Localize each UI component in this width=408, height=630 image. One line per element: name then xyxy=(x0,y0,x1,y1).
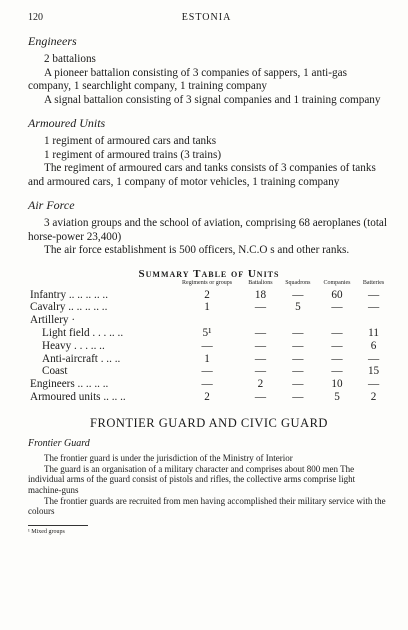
row-label-text: Armoured units xyxy=(30,391,101,404)
table-cell: — xyxy=(331,365,343,378)
row-label xyxy=(28,391,172,404)
table-cell: — xyxy=(201,378,213,391)
table-cell: 2 xyxy=(204,288,210,301)
row-label xyxy=(28,353,172,366)
table-cell: — xyxy=(254,327,267,340)
table-cell: — xyxy=(254,365,267,378)
engineers-signal-para: A signal battalion consisting of 3 signal companies and 1 training company xyxy=(44,93,381,106)
table-cell: — xyxy=(292,339,304,352)
table-row xyxy=(28,314,390,327)
row-label xyxy=(28,340,172,353)
page-header xyxy=(28,12,390,23)
air-force-para-1: 3 aviation groups and the school of aviation, comprising 68 aeroplanes (total horse-power 23,400) xyxy=(28,217,387,243)
column-header: Squadrons xyxy=(285,279,311,286)
row-leader-dots: .. .. .. .. .. xyxy=(66,288,108,301)
table-cell: — xyxy=(254,352,267,365)
table-cell: 5 xyxy=(334,391,340,404)
table-cell: — xyxy=(292,327,304,340)
armoured-line-1: 1 regiment of armoured cars and tanks xyxy=(44,135,217,148)
table-cell xyxy=(317,314,357,327)
row-label xyxy=(28,327,172,340)
row-label-header xyxy=(28,280,172,289)
row-label-text: Cavalry xyxy=(30,301,66,314)
row-label-text: Coast xyxy=(42,365,68,378)
table-cell: 6 xyxy=(370,339,377,352)
table-cell: 60 xyxy=(331,288,343,301)
table-cell: — xyxy=(331,327,343,340)
table-cell xyxy=(279,314,317,327)
table-cell: — xyxy=(367,301,380,314)
table-cell: 1 xyxy=(204,301,210,314)
table-cell: — xyxy=(367,288,380,301)
table-row xyxy=(28,301,390,314)
table-cell: — xyxy=(367,378,380,391)
row-leader-dots: . . . .. .. xyxy=(89,327,124,340)
table-row xyxy=(28,327,390,340)
column-header: Companies xyxy=(323,279,351,286)
armoured-para: The regiment of armoured cars and tanks consists of 3 companies of tanks and armoured cars, 1 company of motor vehicles, 1 training company xyxy=(28,162,376,188)
armoured-heading: Armoured Units xyxy=(28,116,106,131)
table-row xyxy=(28,289,390,302)
row-label xyxy=(28,365,172,378)
footnote: ¹ Mixed groups xyxy=(28,528,65,535)
frontier-para-2: The guard is an organisation of a military character and comprises about 800 men The individual arms of the guard consist of pistols and rifles, the collective arms comprise light machine-guns xyxy=(28,463,356,496)
column-header: Batteries xyxy=(362,279,385,286)
table-row xyxy=(28,391,390,404)
table-cell xyxy=(242,314,279,327)
running-title: ESTONIA xyxy=(181,12,232,23)
row-label xyxy=(28,314,172,327)
row-leader-dots: .. .. .. xyxy=(100,391,126,404)
table-cell: — xyxy=(201,365,213,378)
row-leader-dots: .. .. .. .. .. xyxy=(65,301,108,314)
row-leader-dots: · xyxy=(68,314,76,327)
table-cell: 5¹ xyxy=(202,327,212,340)
row-label-text: Infantry xyxy=(30,288,67,301)
air-force-section xyxy=(28,199,390,258)
table-cell: — xyxy=(331,352,343,365)
row-label-text: Engineers xyxy=(30,378,75,391)
table-cell: — xyxy=(331,339,343,352)
summary-table-body xyxy=(28,289,390,404)
table-cell: — xyxy=(367,352,380,365)
table-cell: 10 xyxy=(331,378,343,391)
table-cell: 2 xyxy=(370,391,377,404)
row-label-text: Heavy xyxy=(42,339,72,352)
page-number: 120 xyxy=(28,12,43,23)
table-cell: — xyxy=(292,365,304,378)
row-label xyxy=(28,378,172,391)
row-label-text: Artillery xyxy=(30,314,69,327)
table-cell: 5 xyxy=(295,301,301,314)
table-cell: — xyxy=(292,378,304,391)
table-row xyxy=(28,340,390,353)
table-cell: — xyxy=(254,301,267,314)
frontier-para-3: The frontier guards are recruited from men having accomplished their military service with the colours xyxy=(28,495,386,517)
table-cell xyxy=(357,314,390,327)
engineers-section xyxy=(28,35,390,107)
table-cell: 1 xyxy=(204,352,210,365)
summary-table xyxy=(28,280,390,404)
frontier-main-heading: FRONTIER GUARD AND CIVIC GUARD xyxy=(90,415,328,430)
table-cell: — xyxy=(292,288,304,301)
table-cell: 2 xyxy=(204,391,210,404)
engineers-heading: Engineers xyxy=(28,34,77,48)
table-cell: — xyxy=(254,339,267,352)
air-force-para-2: The air force establishment is 500 officers, N.C.O s and other ranks. xyxy=(44,244,350,257)
column-header: Regiments or groups xyxy=(182,279,233,286)
frontier-sub-heading: Frontier Guard xyxy=(28,437,90,449)
footnote-rule xyxy=(28,525,88,526)
table-cell: 15 xyxy=(367,365,380,378)
table-cell: — xyxy=(292,391,304,404)
table-cell: 18 xyxy=(254,288,267,301)
row-leader-dots: .. .. .. .. xyxy=(74,378,109,391)
table-cell xyxy=(172,314,242,327)
table-cell: — xyxy=(331,301,343,314)
engineers-battalions: 2 battalions xyxy=(44,53,96,66)
table-cell: — xyxy=(254,391,267,404)
air-force-heading: Air Force xyxy=(28,198,75,213)
row-label xyxy=(28,289,172,302)
table-row xyxy=(28,378,390,391)
row-leader-dots: . .. .. xyxy=(97,352,121,365)
summary-table-title: Summary Table of Units xyxy=(138,267,280,280)
table-cell: 2 xyxy=(257,378,264,391)
armoured-line-2: 1 regiment of armoured trains (3 trains) xyxy=(44,148,222,161)
frontier-para-1: The frontier guard is under the jurisdiction of the Ministry of Interior xyxy=(44,453,293,464)
column-header: Battalions xyxy=(248,279,273,286)
table-cell: 11 xyxy=(368,327,379,340)
row-label xyxy=(28,301,172,314)
engineers-pioneer-para: A pioneer battalion consisting of 3 companies of sappers, 1 anti-gas company, 1 searchlight company, 1 training company xyxy=(28,66,347,93)
table-cell: — xyxy=(292,352,304,365)
row-leader-dots: . . . .. .. xyxy=(71,339,105,352)
armoured-section xyxy=(28,117,390,189)
document-page xyxy=(28,12,390,535)
table-cell: — xyxy=(201,339,213,352)
row-label-text: Anti-aircraft xyxy=(42,352,98,365)
table-row xyxy=(28,353,390,366)
row-label-text: Light field xyxy=(42,327,90,340)
summary-table-header-row xyxy=(28,280,390,289)
table-row xyxy=(28,365,390,378)
